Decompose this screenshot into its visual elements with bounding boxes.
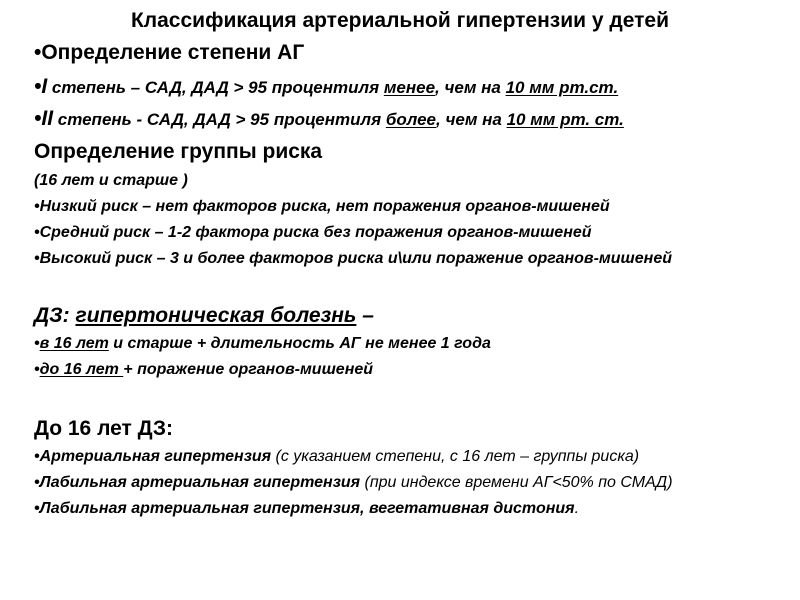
grade-2-text-2: , чем на <box>436 110 507 129</box>
criterion-1-bullet: • <box>34 335 40 352</box>
risk-heading: Определение группы риска <box>34 140 323 163</box>
under-16-item-1-note: (с указанием степени, с 16 лет – группы риска) <box>271 448 640 465</box>
grade-1-bullet: • <box>34 75 42 98</box>
under-16-item-2-main: •Лабильная артериальная гипертензия <box>34 474 361 491</box>
degree-heading: •Определение степени АГ <box>34 41 305 64</box>
grade-2-roman: II <box>41 107 54 130</box>
under-16-item-1-main: •Артериальная гипертензия <box>34 448 272 465</box>
risk-age-note: (16 лет и старше ) <box>34 172 188 189</box>
under-16-item-3 <box>34 501 579 517</box>
risk-item-low: •Низкий риск – нет факторов риска, нет поражения органов-мишеней <box>34 198 610 215</box>
grade-2-bullet: • <box>34 107 42 130</box>
under-16-item-2 <box>34 475 673 491</box>
criterion-2-rest: + поражение органов-мишеней <box>123 361 374 378</box>
diagnosis-term: гипертоническая болезнь <box>75 304 357 327</box>
slide-title: Классификация артериальной гипертензии у детей <box>130 9 670 32</box>
grade-2-text-1: степень - САД, ДАД > 95 процентиля <box>53 110 386 129</box>
risk-item-high: •Высокий риск – 3 и более факторов риска и\или поражение органов-мишеней <box>34 250 672 267</box>
diagnosis-line <box>34 305 374 326</box>
under-16-item-3-main: •Лабильная артериальная гипертензия, вегетативная дистония <box>34 500 575 517</box>
criterion-2-bullet: • <box>34 361 40 378</box>
diagnosis-criterion-2 <box>34 362 373 378</box>
diagnosis-suffix: – <box>356 304 374 327</box>
grade-1-threshold: 10 мм рт.ст. <box>505 78 619 97</box>
criterion-2-age: до 16 лет <box>39 361 124 378</box>
grade-1-text-1: степень – САД, ДАД > 95 процентиля <box>47 78 384 97</box>
criterion-1-rest: и старше + длительность АГ не менее 1 года <box>108 335 491 352</box>
under-16-item-1 <box>34 449 639 465</box>
under-16-item-2-note: (при индексе времени АГ<50% по СМАД) <box>360 474 673 491</box>
grade-2-line <box>34 108 624 129</box>
under-16-heading: До 16 лет ДЗ: <box>34 417 174 440</box>
grade-1-less: менее <box>383 78 436 97</box>
diagnosis-criterion-1 <box>34 336 491 352</box>
under-16-item-3-end: . <box>574 500 580 517</box>
criterion-1-age: в 16 лет <box>39 335 109 352</box>
grade-2-threshold: 10 мм рт. ст. <box>506 110 624 129</box>
grade-1-line <box>34 76 618 97</box>
diagnosis-prefix: ДЗ: <box>34 304 76 327</box>
risk-item-medium: •Средний риск – 1-2 фактора риска без поражения органов-мишеней <box>34 224 592 241</box>
grade-1-text-2: , чем на <box>435 78 506 97</box>
grade-2-more: более <box>385 110 437 129</box>
grade-1-roman: I <box>41 75 48 98</box>
